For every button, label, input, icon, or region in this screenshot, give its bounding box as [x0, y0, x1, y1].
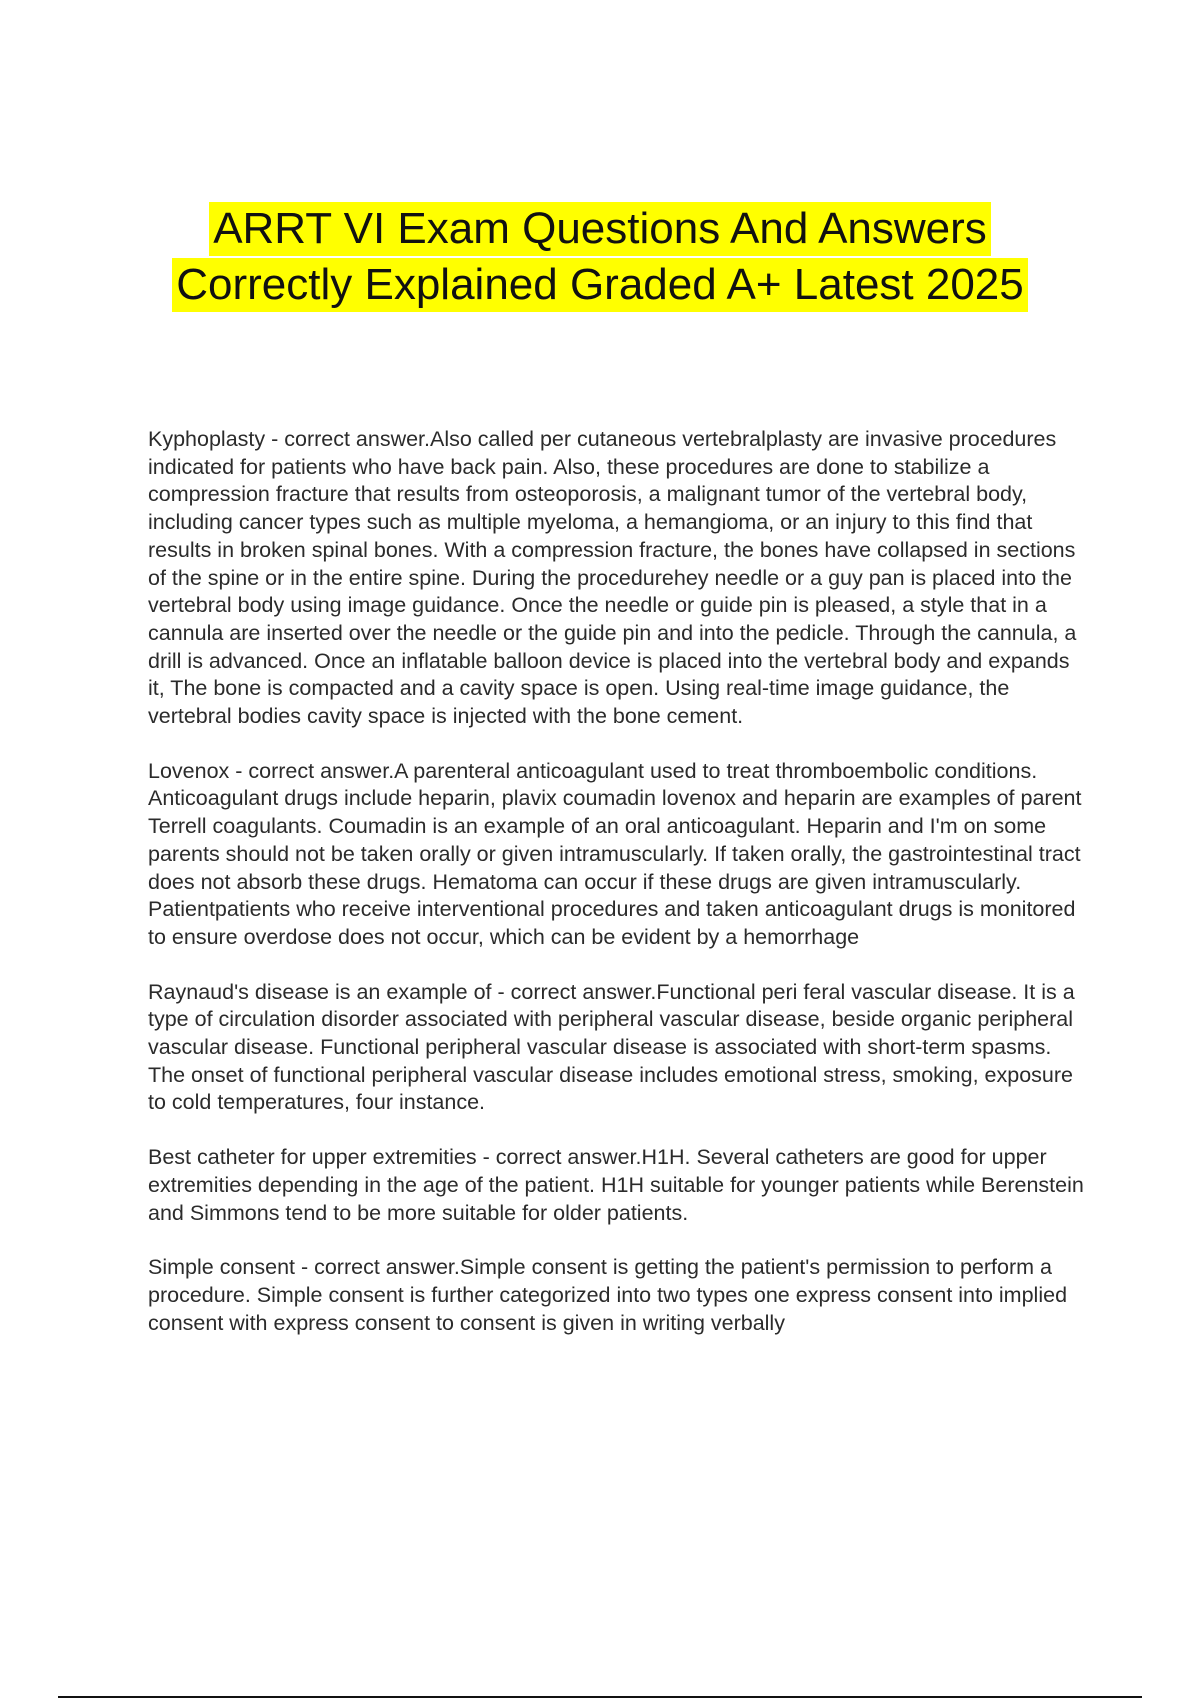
entry-raynauds-disease: Raynaud's disease is an example of - correct answer.Functional peri feral vascular disease. It is a type of circulation disorder associated with peripheral vascular disease, beside organic peripheral vascular disease. Functional peripheral vascular disease is associated with short-term spasms. The onset of functional peripheral vascular disease includes emotional stress, smoking, exposure to cold temperatures, four instance. — [148, 979, 1075, 1115]
entry-best-catheter: Best catheter for upper extremities - correct answer.H1H. Several catheters are good for upper extremities depending in the age of the patient. H1H suitable for younger patients while Berenstein and Simmons tend to be more suitable for older patients. — [148, 1145, 1084, 1225]
entry-simple-consent: Simple consent - correct answer.Simple consent is getting the patient's permission to perform a procedure. Simple consent is further categorized into two types one express consent into implied consent with express consent to consent is given in writing verbally — [148, 1255, 1068, 1335]
title-line-2: Correctly Explained Graded A+ Latest 2025 — [172, 258, 1028, 312]
bottom-rule — [58, 1696, 1142, 1698]
document-body — [148, 426, 1088, 1364]
entry-lovenox: Lovenox - correct answer.A parenteral anticoagulant used to treat thromboembolic conditions. Anticoagulant drugs include heparin, plavix coumadin lovenox and heparin are examples of parent Terrell coagulants. Coumadin is an example of an oral anticoagulant. Heparin and I'm on some parents should not be taken orally or given intramuscularly. If taken orally, the gastrointestinal tract does not absorb these drugs. Hematoma can occur if these drugs are given intramuscularly. Patientpatients who receive interventional procedures and taken anticoagulant drugs is monitored to ensure overdose does not occur, which can be evident by a hemorrhage — [148, 758, 1082, 949]
title-line-1: ARRT VI Exam Questions And Answers — [209, 202, 991, 256]
entry-kyphoplasty: Kyphoplasty - correct answer.Also called per cutaneous vertebralplasty are invasive procedures indicated for patients who have back pain. Also, these procedures are done to stabilize a compression fracture that results from osteoporosis, a malignant tumor of the vertebral body, including cancer types such as multiple myeloma, a hemangioma, or an injury to this find that results in broken spinal bones. With a compression fracture, the bones have collapsed in sections of the spine or in the entire spine. During the procedurehey needle or a guy pan is placed into the vertebral body using image guidance. Once the needle or guide pin is pleased, a style that in a cannula are inserted over the needle or the guide pin and into the pedicle. Through the cannula, a drill is advanced. Once an inflatable balloon device is placed into the vertebral body and expands it, The bone is compacted and a cavity space is open. Using real-time image guidance, the vertebral bodies cavity space is injected with the bone cement. — [148, 427, 1077, 729]
document-title — [0, 202, 1200, 314]
